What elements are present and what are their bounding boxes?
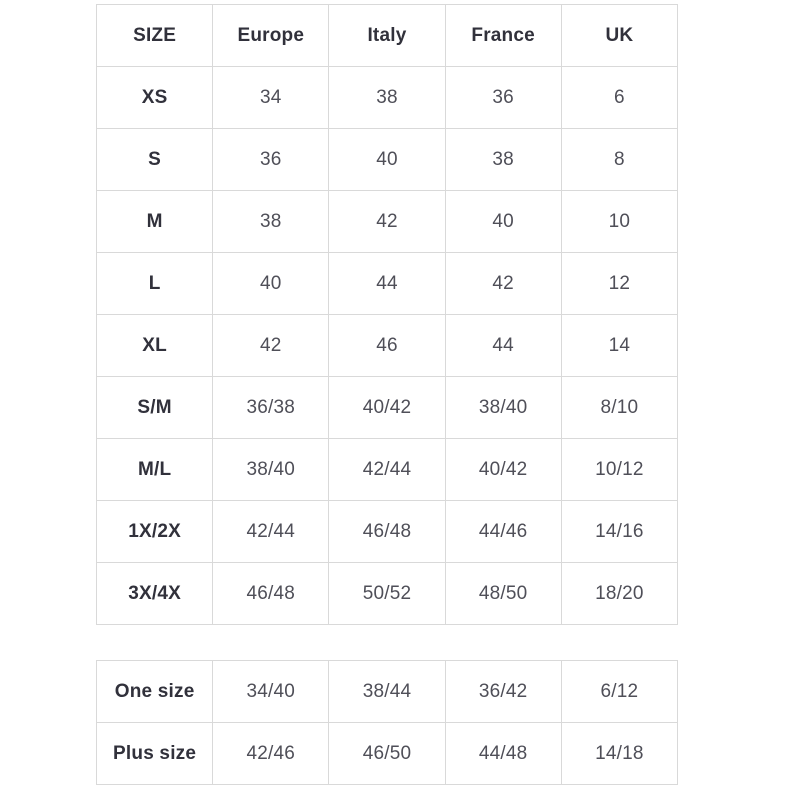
value-cell: 40 [213,253,329,315]
size-cell: M/L [97,439,213,501]
value-cell: 34/40 [213,661,329,723]
table-row [97,67,678,129]
size-cell: 3X/4X [97,563,213,625]
value-cell: 36/38 [213,377,329,439]
value-cell: 44 [445,315,561,377]
size-cell: S [97,129,213,191]
column-header-uk: UK [561,5,677,67]
value-cell: 6 [561,67,677,129]
size-cell: Plus size [97,723,213,785]
size-cell: S/M [97,377,213,439]
table-row [97,315,678,377]
size-table-header [97,5,678,67]
size-conversion-section [96,4,678,785]
value-cell: 38 [329,67,445,129]
value-cell: 10 [561,191,677,253]
size-conversion-table [96,4,678,625]
value-cell: 42 [329,191,445,253]
size-cell: 1X/2X [97,501,213,563]
value-cell: 48/50 [445,563,561,625]
size-cell: L [97,253,213,315]
size-cell: M [97,191,213,253]
table-row [97,129,678,191]
table-row [97,661,678,723]
value-cell: 38/44 [329,661,445,723]
value-cell: 14/18 [561,723,677,785]
value-cell: 8/10 [561,377,677,439]
value-cell: 14/16 [561,501,677,563]
value-cell: 10/12 [561,439,677,501]
special-sizes-table [96,660,678,785]
value-cell: 46/50 [329,723,445,785]
special-sizes-table-body [97,661,678,785]
value-cell: 40 [445,191,561,253]
value-cell: 40/42 [329,377,445,439]
value-cell: 46/48 [329,501,445,563]
column-header-size: SIZE [97,5,213,67]
value-cell: 18/20 [561,563,677,625]
value-cell: 34 [213,67,329,129]
size-cell: One size [97,661,213,723]
value-cell: 44 [329,253,445,315]
value-cell: 42/44 [329,439,445,501]
table-row [97,723,678,785]
size-cell: XS [97,67,213,129]
value-cell: 40 [329,129,445,191]
column-header-italy: Italy [329,5,445,67]
column-header-europe: Europe [213,5,329,67]
value-cell: 6/12 [561,661,677,723]
value-cell: 46/48 [213,563,329,625]
value-cell: 12 [561,253,677,315]
value-cell: 44/48 [445,723,561,785]
value-cell: 38 [445,129,561,191]
table-row [97,501,678,563]
table-row [97,377,678,439]
table-row [97,439,678,501]
table-row [97,191,678,253]
value-cell: 42 [213,315,329,377]
value-cell: 38/40 [213,439,329,501]
value-cell: 40/42 [445,439,561,501]
value-cell: 46 [329,315,445,377]
value-cell: 36 [445,67,561,129]
table-row [97,253,678,315]
value-cell: 36/42 [445,661,561,723]
size-cell: XL [97,315,213,377]
value-cell: 8 [561,129,677,191]
value-cell: 42/44 [213,501,329,563]
value-cell: 38/40 [445,377,561,439]
value-cell: 42/46 [213,723,329,785]
header-row [97,5,678,67]
value-cell: 38 [213,191,329,253]
value-cell: 42 [445,253,561,315]
value-cell: 14 [561,315,677,377]
value-cell: 36 [213,129,329,191]
size-table-body [97,67,678,625]
value-cell: 50/52 [329,563,445,625]
value-cell: 44/46 [445,501,561,563]
table-row [97,563,678,625]
column-header-france: France [445,5,561,67]
